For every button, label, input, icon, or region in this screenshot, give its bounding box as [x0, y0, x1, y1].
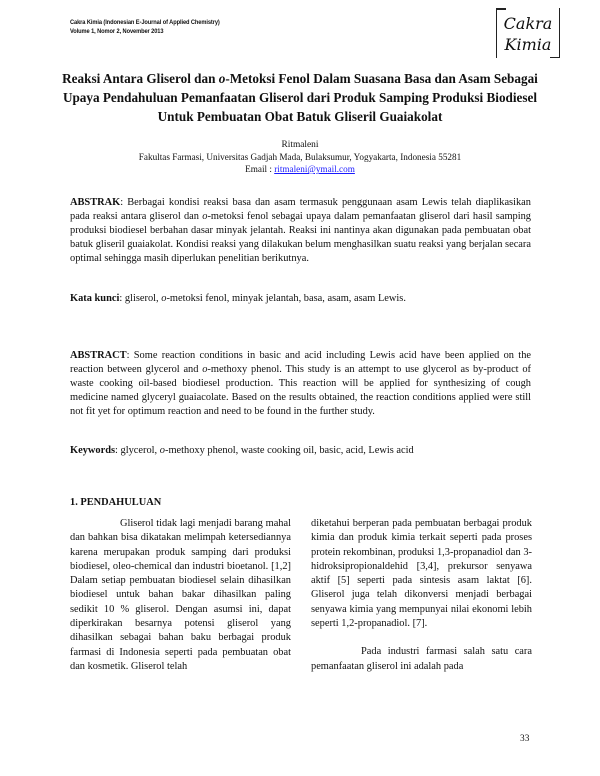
- right-column: [311, 517, 532, 674]
- email-label: Email :: [245, 164, 275, 174]
- abstrak-text: : Berbagai kondisi reaksi basa dan asam termasuk penggunaan asam Lewis telah diaplikasikan pada reaksi antara gliserol dan o-metoksi fenol sebagai upaya dalam pemanfaatan gliserol dari hasil samping produksi biodiesel berbahan dasar minyak jelantah. Reaksi ini nantinya akan digunakan pada pembuatan obat batuk gliseril guaiakolat. Kondisi reaksi yang dilakukan belum menghasilkan suatu reaksi yang berjalan secara optimal sehingga masih diperlukan penelitian berikutnya.: [70, 197, 531, 264]
- logo-word-kimia: Kimia: [504, 35, 552, 54]
- logo-word-cakra: Cakra: [503, 14, 553, 33]
- author-affiliation: Fakultas Farmasi, Universitas Gadjah Mada, Bulaksumur, Yogyakarta, Indonesia 55281: [138, 152, 462, 162]
- keywords-text: : glycerol, o-methoxy phenol, waste cooking oil, basic, acid, Lewis acid: [115, 445, 414, 456]
- kata-kunci: [70, 292, 531, 306]
- abstract: [70, 349, 531, 419]
- logo-corner: [550, 57, 560, 59]
- abstract-label: ABSTRACT: [70, 350, 127, 361]
- author-name: Ritmaleni: [281, 140, 319, 150]
- abstrak-label: ABSTRAK: [70, 197, 121, 208]
- journal-logo: [496, 8, 560, 58]
- kata-kunci-label: Kata kunci: [70, 293, 120, 304]
- keywords: [70, 444, 531, 458]
- right-paragraph-2: Pada industri farmasi salah satu cara pemanfaatan gliserol ini adalah pada: [311, 646, 532, 672]
- journal-volume: Volume 1, Nomor 2, November 2013: [70, 28, 164, 35]
- email-link[interactable]: ritmaleni@ymail.com: [274, 164, 355, 174]
- kata-kunci-text: : gliserol, o-metoksi fenol, minyak jelantah, basa, asam, asam Lewis.: [119, 293, 406, 304]
- paper-title: Reaksi Antara Gliserol dan o-Metoksi Fenol Dalam Suasana Basa dan Asam Sebagai Upaya Pendahuluan Pemanfaatan Gliserol dari Produk Samping Produksi Biodiesel Untuk Pembuatan Obat Batuk Gliseril Guaiakolat: [62, 71, 538, 124]
- page-number: 33: [520, 734, 530, 744]
- journal-header: [70, 18, 220, 36]
- logo-corner: [496, 8, 506, 10]
- author-email-line: [0, 164, 600, 174]
- left-column: [70, 517, 291, 674]
- journal-name: Cakra Kimia (Indonesian E-Journal of Applied Chemistry): [70, 19, 220, 26]
- section-heading: 1. PENDAHULUAN: [70, 497, 162, 508]
- abstract-text: : Some reaction conditions in basic and acid including Lewis acid have been applied on the reaction between glycerol and o-methoxy phenol. This study is an attempt to use glycerol as by-product of waste cooking oil-based biodiesel production. This reaction will be applied for synthesizing of cough medicine named glyceryl guaiacolate. Based on the results obtained, the reaction conditions applied were still not fit yet for optimum reaction and need to be found in the further study.: [70, 350, 531, 417]
- keywords-label: Keywords: [70, 445, 116, 456]
- right-paragraph-1: diketahui berperan pada pembuatan berbagai produk kimia dan produk kimia terkait seperti pada proses protein rekombinan, produksi 1,3-propanadiol dan 3-hidroksipropionaldehid [3,4], prekursor senyawa aktif [5] seperti pada sintesis asam laktat [6]. Gliserol juga telah dikonversi menjadi berbagai senyawa kimia yang mempunyai nilai ekonomi lebih seperti 1,2-propanadiol. [7].: [311, 518, 532, 630]
- left-paragraph-1: Gliserol tidak lagi menjadi barang mahal dan bahkan bisa dikatakan melimpah ketersediannya karena merupakan produk samping dari produksi biodiesel, oleo-chemical dan industri bioetanol. [1,2] Dalam setiap pembuatan biodiesel selain dihasilkan biodiesel untuk bahan bakar dihasilkan paling sedikit 10 % gliserol. Dengan asumsi ini, dapat diperkirakan besarnya potensi gliserol yang dihasilkan sebagai bahan baku berbagai produk farmasi di Indonesia seperti pada pembuatan obat dan kosmetik. Gliserol telah: [70, 518, 291, 672]
- abstrak: [70, 196, 531, 266]
